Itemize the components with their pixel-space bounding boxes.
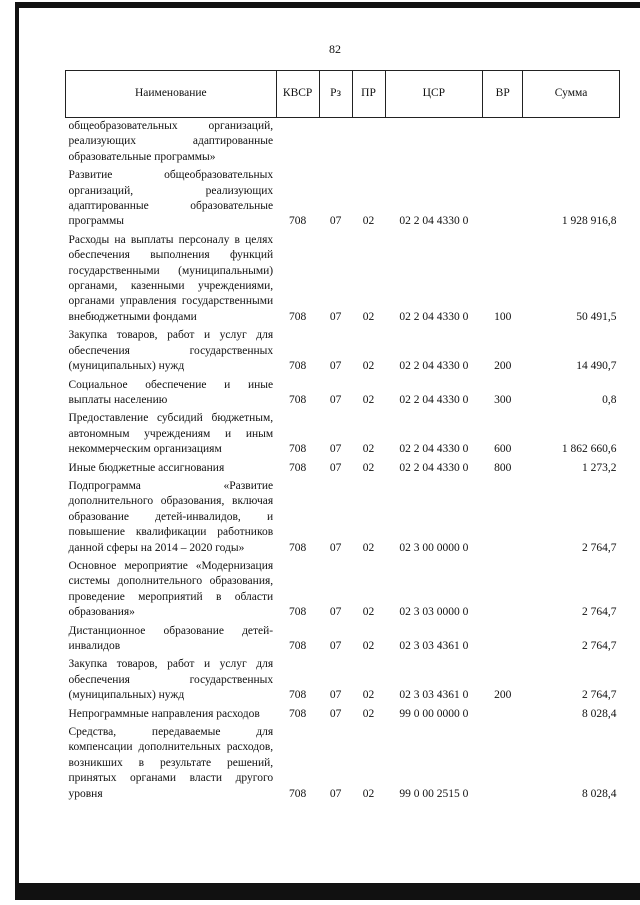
scan-border-left (15, 2, 19, 900)
row-name: Подпрограмма «Развитие дополнительного образования, включая образование детей-инвалидов, и повышение квалификации работников данной сферы на 2014 – 2020 годы» (68, 479, 274, 554)
row-sum: 1 928 916,8 (561, 215, 617, 228)
header-csr: ЦСР (385, 71, 483, 118)
row-csr: 02 3 03 0000 0 (399, 606, 469, 619)
row-sum: 14 490,7 (576, 360, 617, 373)
row-vr: 300 (494, 393, 512, 406)
row-vr (483, 704, 523, 722)
row-pr: 02 (362, 541, 375, 554)
row-csr: 02 2 04 4330 0 (399, 393, 469, 406)
row-rz: 07 (329, 689, 342, 702)
row-rz: 07 (329, 360, 342, 373)
table-row (66, 325, 620, 374)
row-name: Закупка товаров, работ и услуг для обеспечения государственных (муниципальных) нужд (68, 658, 274, 702)
row-rz: 07 (329, 215, 342, 228)
row-rz (319, 118, 352, 166)
row-csr: 02 2 04 4330 0 (399, 310, 469, 323)
row-name: общеобразовательных организаций, реализующих адаптированные образовательные программы» (68, 120, 274, 163)
row-vr (483, 118, 523, 166)
row-csr: 02 3 03 4361 0 (399, 640, 469, 652)
row-name: Социальное обеспечение и иные выплаты населению (68, 378, 274, 406)
row-vr: 200 (494, 360, 512, 373)
row-vr (483, 476, 523, 556)
row-csr: 02 2 04 4330 0 (399, 360, 469, 373)
row-sum: 2 764,7 (582, 541, 617, 554)
row-rz: 07 (329, 443, 342, 456)
row-pr: 02 (362, 443, 375, 456)
row-rz: 07 (329, 787, 342, 800)
row-name: Средства, передаваемые для компенсации дополнительных расходов, возникших в результате решений, принятых органами власти другого уровня (68, 726, 274, 800)
row-csr: 02 2 04 4330 0 (399, 461, 469, 474)
row-vr: 200 (494, 689, 512, 702)
row-kvsr: 708 (289, 787, 307, 800)
row-kvsr: 708 (289, 443, 307, 456)
table-row (66, 621, 620, 655)
row-csr: 02 3 03 4361 0 (399, 689, 469, 702)
row-csr: 02 2 04 4330 0 (399, 443, 469, 456)
row-pr: 02 (362, 393, 375, 406)
row-pr: 02 (362, 461, 375, 474)
row-pr: 02 (362, 707, 375, 720)
table-row (66, 230, 620, 325)
row-name: Дистанционное образование детей-инвалидов (68, 624, 274, 652)
row-vr (483, 621, 523, 655)
row-sum (523, 118, 620, 166)
row-pr: 02 (362, 360, 375, 373)
row-rz: 07 (329, 310, 342, 323)
table-row (66, 375, 620, 409)
scan-border-bottom (15, 883, 640, 900)
row-sum: 2 764,7 (582, 640, 617, 652)
row-kvsr: 708 (289, 461, 307, 474)
row-rz: 07 (329, 640, 342, 652)
row-name: Развитие общеобразовательных организаций, реализующих адаптированные образовательные программы (68, 169, 274, 228)
table-row (66, 118, 620, 166)
page-number: 82 (329, 42, 341, 56)
table-row (66, 165, 620, 230)
row-rz: 07 (329, 606, 342, 619)
row-pr (352, 118, 385, 166)
row-name: Предоставление субсидий бюджетным, автономным учреждениям и иным некоммерческим организациям (68, 412, 274, 456)
row-vr: 600 (494, 443, 512, 456)
row-kvsr: 708 (289, 640, 307, 652)
table-row (66, 704, 620, 722)
header-pr: ПР (352, 71, 385, 118)
row-kvsr: 708 (289, 707, 307, 720)
row-pr: 02 (362, 689, 375, 702)
row-kvsr: 708 (289, 606, 307, 619)
row-pr: 02 (362, 787, 375, 800)
budget-table (65, 70, 620, 802)
row-kvsr: 708 (289, 310, 307, 323)
row-rz: 07 (329, 461, 342, 474)
row-csr: 99 0 00 2515 0 (399, 787, 469, 800)
table-row (66, 722, 620, 802)
row-name: Иные бюджетные ассигнования (68, 461, 225, 474)
row-sum: 8 028,4 (582, 707, 617, 720)
row-sum: 50 491,5 (576, 310, 617, 323)
row-pr: 02 (362, 310, 375, 323)
table-row (66, 476, 620, 556)
row-kvsr: 708 (289, 689, 307, 702)
row-kvsr: 708 (289, 393, 307, 406)
scan-border-top (15, 2, 640, 8)
row-pr: 02 (362, 640, 375, 652)
row-csr: 02 2 04 4330 0 (399, 215, 469, 228)
row-sum: 0,8 (602, 393, 617, 406)
header-sum: Сумма (523, 71, 620, 118)
row-sum: 1 273,2 (582, 461, 617, 474)
row-csr: 99 0 00 0000 0 (399, 707, 469, 720)
row-sum: 2 764,7 (582, 606, 617, 619)
row-kvsr: 708 (289, 541, 307, 554)
row-name: Основное мероприятие «Модернизация системы дополнительного образования, проведение мероприятий в области образования» (68, 559, 274, 619)
row-vr (483, 556, 523, 621)
table-header-row (66, 71, 620, 118)
header-rz: Рз (319, 71, 352, 118)
row-sum: 8 028,4 (582, 787, 617, 800)
table-row (66, 556, 620, 621)
row-name: Закупка товаров, работ и услуг для обеспечения государственных (муниципальных) нужд (68, 329, 274, 373)
row-pr: 02 (362, 606, 375, 619)
row-sum: 2 764,7 (582, 689, 617, 702)
table-row (66, 458, 620, 476)
row-vr (483, 722, 523, 802)
row-sum: 1 862 660,6 (561, 443, 617, 456)
row-vr: 800 (494, 461, 512, 474)
row-kvsr (276, 118, 319, 166)
row-name: Расходы на выплаты персоналу в целях обеспечения выполнения функций государственными (муниципальными) органами, казенными учреждениями, органами управления государственными внебюджетными фондами (68, 233, 274, 323)
row-name: Непрограммные направления расходов (68, 707, 260, 720)
row-rz: 07 (329, 707, 342, 720)
table-row (66, 408, 620, 457)
row-pr: 02 (362, 215, 375, 228)
row-kvsr: 708 (289, 215, 307, 228)
row-vr: 100 (494, 310, 512, 323)
header-vr: ВР (483, 71, 523, 118)
row-csr: 02 3 00 0000 0 (399, 541, 469, 554)
row-vr (483, 165, 523, 230)
row-rz: 07 (329, 541, 342, 554)
table-row (66, 654, 620, 703)
header-kvsr: КВСР (276, 71, 319, 118)
row-csr (385, 118, 483, 166)
header-name: Наименование (66, 71, 277, 118)
row-rz: 07 (329, 393, 342, 406)
row-kvsr: 708 (289, 360, 307, 373)
